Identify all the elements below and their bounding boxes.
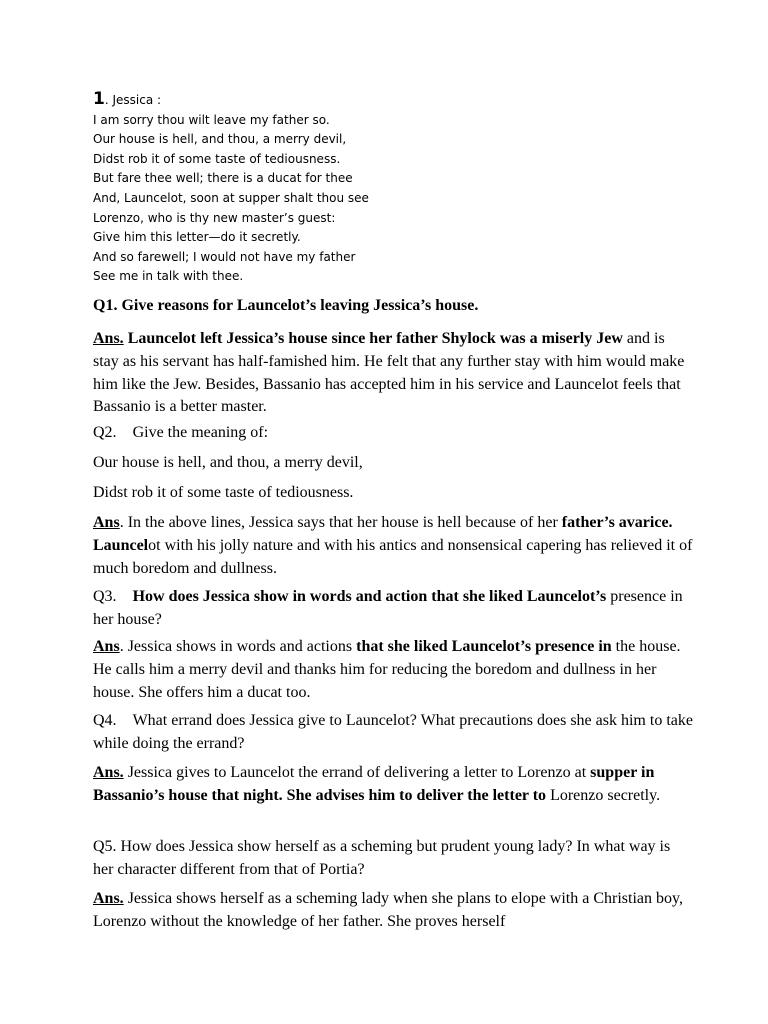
answer-1: [93, 328, 693, 419]
passage-line: See me in talk with thee.: [93, 269, 244, 284]
question-3-number: Q3.: [93, 588, 117, 605]
answer-1-text: and is stay as his servant has half-famished him. He felt that any further stay with him would make him like the Jew. Besides, Bassanio has accepted him in his service and Launcelot feels that Bassanio is a better master.: [93, 330, 685, 416]
question-5: Q5. How does Jessica show herself as a scheming but prudent young lady? In what way is her character different from that of Portia?: [93, 838, 671, 878]
passage-line: Lorenzo, who is thy new master’s guest:: [93, 210, 336, 225]
answer-2: [93, 512, 693, 580]
answer-label: Ans: [93, 514, 120, 531]
answer-5-text: Jessica shows herself as a scheming lady when she plans to elope with a Christian boy, Lorenzo without the knowledge of her father. She proves herself: [93, 890, 683, 930]
question-3: [93, 586, 693, 632]
answer-4-text-b: Lorenzo secretly.: [546, 786, 661, 804]
question-2: [93, 422, 693, 445]
answer-label: Ans.: [93, 330, 124, 347]
answer-5: [93, 888, 693, 934]
answer-label: Ans: [93, 638, 120, 655]
question-3-bold: How does Jessica show in words and action that she liked Launcelot’s: [132, 588, 607, 605]
question-4: [93, 710, 693, 756]
question-4-text: What errand does Jessica give to Launcelot? What precautions does she ask him to take while doing the errand?: [93, 712, 693, 752]
passage-heading: [93, 90, 693, 111]
answer-2-bold: father’s avarice. Launcel: [93, 514, 673, 554]
question-4-number: Q4.: [93, 712, 117, 729]
passage-line: Didst rob it of some taste of tediousness.: [93, 151, 341, 166]
answer-1-bold: Launcelot left Jessica’s house since her father Shylock was a miserly Jew: [123, 330, 623, 347]
passage: [93, 90, 693, 287]
passage-line: And so farewell; I would not have my father: [93, 249, 356, 264]
passage-line: But fare thee well; there is a ducat for thee: [93, 171, 353, 186]
passage-line: Our house is hell, and thou, a merry devil,: [93, 132, 347, 147]
passage-line: I am sorry thou wilt leave my father so.: [93, 112, 330, 127]
passage-line: And, Launcelot, soon at supper shalt thou see: [93, 190, 369, 205]
question-3-text: presence in her house?: [93, 588, 683, 628]
question-2-text: Give the meaning of:: [132, 424, 269, 441]
answer-2-text-a: . In the above lines, Jessica says that her house is hell because of her: [119, 514, 562, 531]
answer-3-text-a: . Jessica shows in words and actions: [119, 638, 357, 655]
passage-line: Give him this letter—do it secretly.: [93, 230, 301, 245]
passage-number: 1: [93, 89, 105, 109]
answer-2-text-b: ot with his jolly nature and with his antics and nonsensical capering has relieved it of much boredom and dullness.: [93, 536, 693, 577]
question-1: Q1. Give reasons for Launcelot’s leaving Jessica’s house.: [93, 297, 479, 314]
answer-label: Ans.: [93, 890, 124, 907]
answer-3-text-b: the house. He calls him a merry devil and thanks him for reducing the boredom and dullness in her house. She offers him a ducat too.: [93, 638, 681, 701]
answer-4-text-a: Jessica gives to Launcelot the errand of delivering a letter to Lorenzo at: [123, 764, 591, 781]
answer-label: Ans.: [93, 764, 124, 781]
question-2-number: Q2.: [93, 424, 117, 441]
answer-4-bold: supper in Bassanio’s house that night. She advises him to deliver the letter to: [93, 764, 655, 804]
answer-4: [93, 762, 693, 808]
answer-3-bold: that she liked Launcelot’s presence in: [356, 638, 612, 655]
passage-speaker: . Jessica :: [104, 93, 162, 107]
question-2-line-2: Didst rob it of some taste of tediousness.: [93, 484, 354, 501]
answer-3: [93, 636, 693, 704]
question-2-line-1: Our house is hell, and thou, a merry devil,: [93, 454, 363, 471]
